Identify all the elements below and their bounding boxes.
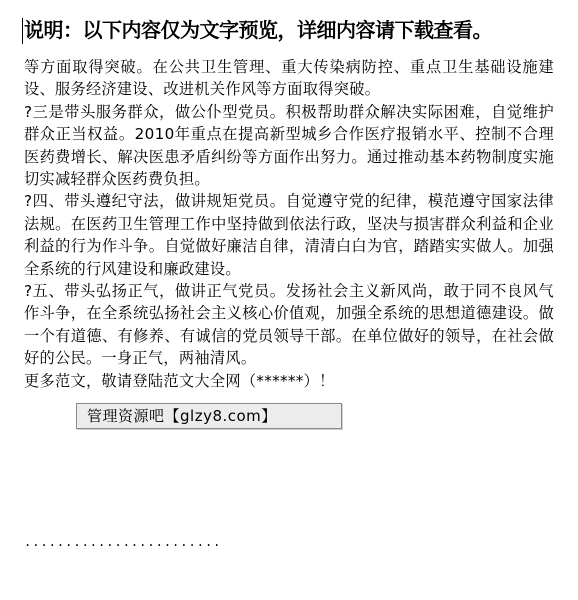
text-cursor (22, 18, 23, 44)
dotted-separator: ........................ (24, 535, 222, 549)
watermark-banner: 管理资源吧【glzy8.com】 (76, 403, 342, 429)
paragraph-4: ?五、带头弘扬正气，做讲正气党员。发扬社会主义新风尚，敢于同不良风气作斗争，在全系统弘扬社会主义核心价值观，加强全系统的思想道德建设。做一个有道德、有修养、有诚信的党员领导干部。在单位做好的领导，在社会做好的公民。一身正气，两袖清风。 (24, 282, 554, 368)
paragraph-1: 等方面取得突破。在公共卫生管理、重大传染病防控、重点卫生基础设施建设、服务经济建设、改进机关作风等方面取得突破。 (24, 58, 554, 99)
paragraph-5: 更多范文，敬请登陆范文大全网（******）！ (24, 371, 335, 390)
preview-notice: 说明：以下内容仅为文字预览，详细内容请下载查看。 (24, 18, 492, 42)
paragraph-3: ?四、带头遵纪守法，做讲规矩党员。自觉遵守党的纪律，模范遵守国家法律法规。在医药卫生管理工作中坚持做到依法行政，坚决与损害群众利益和企业利益的行为作斗争。自觉做好廉洁自律，清清白白为官，踏踏实实做人。加强全系统的行风建设和廉政建设。 (24, 192, 554, 278)
paragraph-2: ?三是带头服务群众，做公仆型党员。积极帮助群众解决实际困难，自觉维护群众正当权益。2010年重点在提高新型城乡合作医疗报销水平、控制不合理医药费增长、解决医患矛盾纠纷等方面作出努力。通过推动基本药物制度实施切实减轻群众医药费负担。 (24, 102, 554, 189)
document-body (24, 56, 554, 392)
